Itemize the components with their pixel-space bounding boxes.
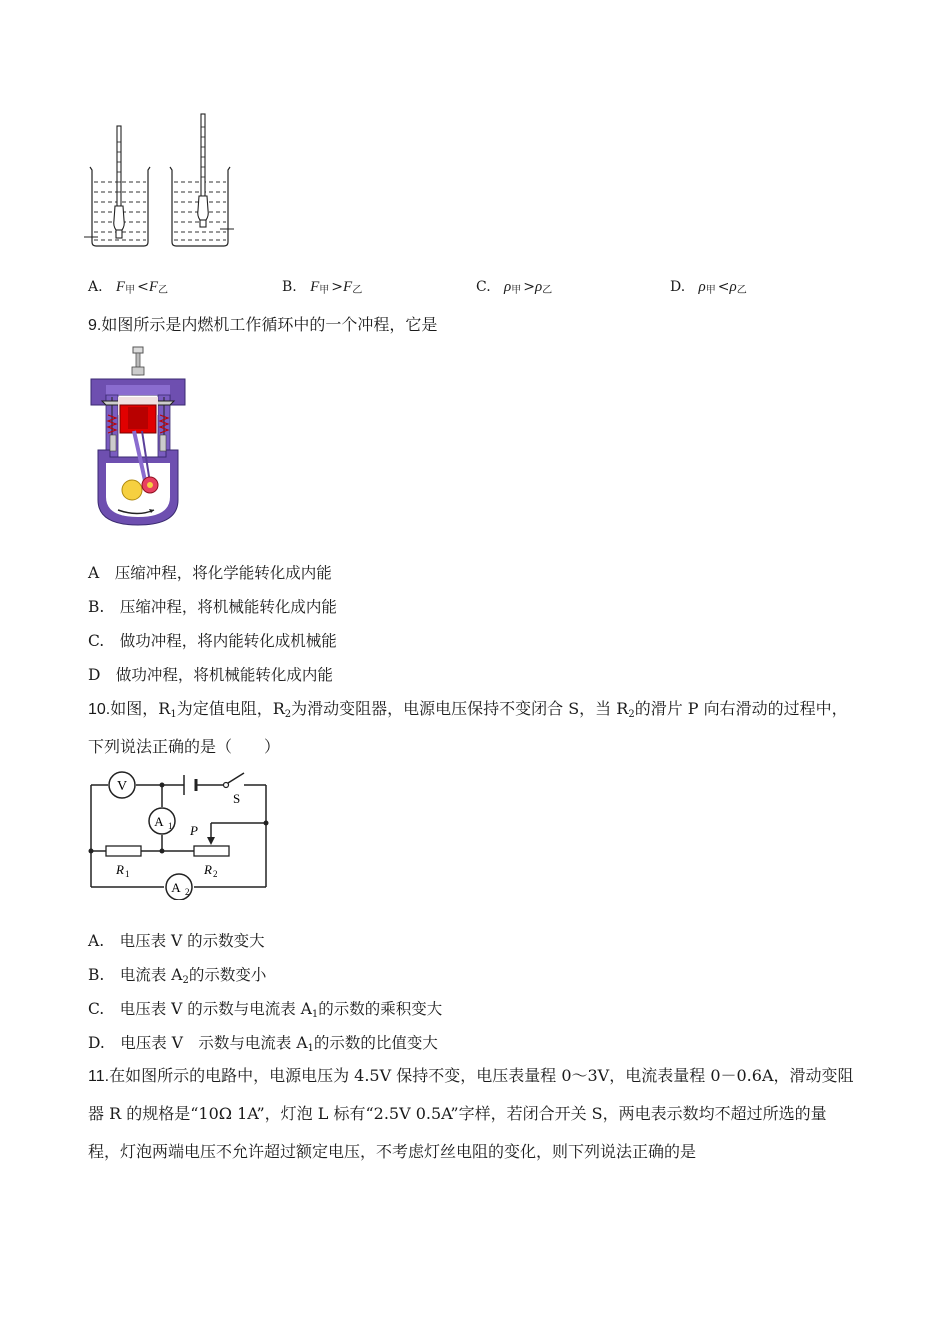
q10-stem-line2: 下列说法正确的是（ ）: [88, 737, 281, 756]
q10-option-c[interactable]: C. 电压表 V 的示数与电流表 A1的示数的乘积变大: [88, 1000, 443, 1020]
densimeter-beakers-figure: [84, 112, 244, 252]
q9-stem: 9.如图所示是内燃机工作循环中的一个冲程，它是: [88, 315, 438, 334]
engine-stroke-figure: [88, 345, 193, 530]
ammeter-a1-sub: 1: [168, 821, 173, 831]
q8-option-d[interactable]: D. $\rho_甲 <\rho_乙$: [670, 279, 747, 296]
q11-stem-line3: 程，灯泡两端电压不允许超过额定电压，不考虑灯丝电阻的变化，则下列说法正确的是: [88, 1142, 697, 1161]
q10-stem: 10.如图，R1为定值电阻，R2为滑动变阻器，电源电压保持不变闭合 S，当 R2的滑片 P 向右滑动的过程中，: [88, 699, 848, 720]
q9-option-d[interactable]: D 做功冲程，将机械能转化成内能: [88, 666, 333, 684]
ammeter-a1-label: A: [154, 814, 164, 829]
r2-label: R: [204, 862, 212, 877]
q8-option-c[interactable]: C. $\rho_甲 >\rho_乙$: [476, 279, 553, 296]
q10-option-b[interactable]: B. 电流表 A2的示数变小: [88, 966, 267, 986]
q10-option-a[interactable]: A. 电压表 V 的示数变大: [88, 932, 265, 950]
r2-sub: 2: [213, 869, 218, 879]
q9-option-c[interactable]: C. 做功冲程，将内能转化成机械能: [88, 632, 337, 650]
r1-sub: 1: [125, 869, 130, 879]
ammeter-a2-label: A: [171, 880, 181, 895]
slider-p-label: P: [190, 823, 198, 838]
q10-circuit-figure: [86, 765, 276, 900]
switch-s-label: S: [233, 791, 241, 806]
q9-option-a[interactable]: A 压缩冲程，将化学能转化成内能: [88, 564, 332, 582]
q10-option-d[interactable]: D. 电压表 V 示数与电流表 A1的示数的比值变大: [88, 1034, 438, 1054]
q9-option-b[interactable]: B. 压缩冲程，将机械能转化成内能: [88, 598, 337, 616]
r1-label: R: [116, 862, 124, 877]
q8-option-a[interactable]: A. $F_甲 <F_乙$: [88, 279, 168, 296]
q11-stem-line1: 11.在如图所示的电路中，电源电压为 4.5V 保持不变，电压表量程 0～3V，电流表量程 0－0.6A，滑动变阻: [88, 1066, 854, 1085]
q11-stem-line2: 器 R 的规格是“10Ω 1A”，灯泡 L 标有“2.5V 0.5A”字样，若闭合开关 S，两电表示数均不超过所选的量: [88, 1104, 827, 1123]
q8-option-b[interactable]: B. $F_甲 >F_乙$: [282, 279, 363, 296]
voltmeter-label: V: [116, 779, 128, 794]
ammeter-a2-sub: 2: [185, 887, 190, 897]
